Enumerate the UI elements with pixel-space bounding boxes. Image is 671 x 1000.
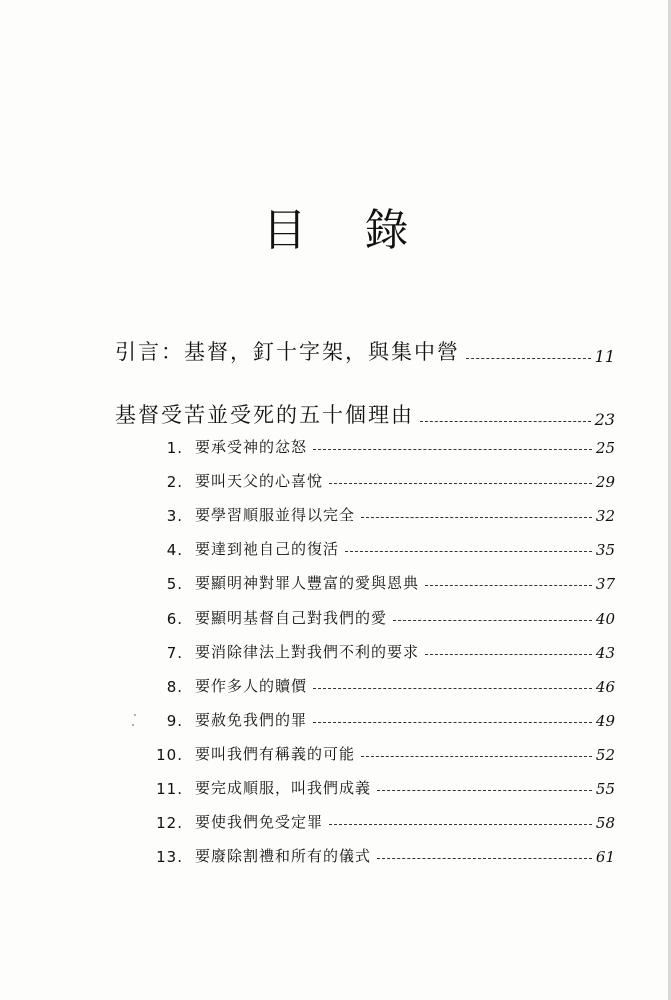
toc-item-number: 2. [166,473,183,492]
dot-leader [361,756,592,757]
dot-leader [377,858,592,859]
toc-item[interactable] [143,572,615,593]
toc-page-number: 11 [594,347,615,366]
toc-section-intro[interactable] [115,336,615,366]
toc-item-number: 10. [156,745,183,764]
toc-page-number: 55 [595,780,615,798]
dot-leader [313,722,592,723]
toc-item-number: 4. [166,541,183,560]
toc-page-number: 32 [595,507,615,526]
toc-item[interactable] [143,811,615,832]
toc-item[interactable] [143,504,615,525]
toc-item-label: 要顯明基督自己對我們的愛 [195,608,388,627]
toc-item-number: 8. [166,677,183,696]
dot-leader [313,449,592,450]
toc-item[interactable] [143,538,615,559]
toc-page-number: 35 [595,541,615,560]
toc-item-label: 要使我們免受定罪 [195,813,324,832]
toc-item-label: 要廢除割禮和所有的儀式 [195,847,372,866]
toc-item-number: 7. [166,643,183,662]
toc-item[interactable] [143,675,615,696]
toc-item-label: 要作多人的贖價 [195,676,308,695]
toc-item[interactable] [143,436,615,457]
toc-item-label: 要叫我們有稱義的可能 [195,744,356,763]
toc-item[interactable] [143,845,615,866]
toc-page-number: 25 [595,439,615,457]
toc-item-label: 要叫天父的心喜悅 [195,472,324,491]
dot-leader [361,517,592,518]
toc-page-number: 43 [595,643,615,662]
dot-leader [329,824,592,825]
toc-page-number: 46 [595,677,615,696]
toc-item[interactable] [143,641,615,662]
dot-leader [425,585,592,586]
toc-item-label: 要學習順服並得以完全 [195,506,356,525]
toc-item-number: 11. [156,780,183,798]
toc-page-number: 23 [594,410,615,429]
toc-item[interactable] [143,607,615,628]
toc-item[interactable] [143,470,615,491]
toc-item-number: 9. [166,711,183,730]
toc-page-number: 37 [595,575,615,594]
dot-leader [345,551,592,552]
toc-page-number: 52 [595,745,615,764]
dot-leader [393,620,592,621]
toc-page-number: 49 [595,711,615,730]
toc-page-number: 61 [595,848,615,867]
toc-item-number: 1. [166,439,183,457]
toc-item[interactable] [143,743,615,764]
toc-item-label: 要達到祂自己的復活 [195,540,340,559]
toc-item[interactable] [143,777,615,798]
dot-leader [466,358,591,359]
toc-page-number: 40 [595,609,615,628]
toc-page-number: 58 [595,814,615,833]
scan-speck [132,724,134,726]
dot-leader [377,790,592,791]
scan-speck [134,714,136,716]
toc-item-label: 要承受神的忿怒 [195,438,308,456]
toc-item-number: 5. [166,575,183,594]
toc-section-fifty-reasons[interactable] [115,399,615,429]
toc-item-label: 要完成順服，叫我們成義 [195,779,372,797]
dot-leader [313,688,592,689]
toc-item-label: 要赦免我們的罪 [195,710,308,729]
toc-title: 目 錄 [262,205,431,256]
toc-item-number: 12. [156,814,183,833]
toc-item-number: 6. [166,609,183,628]
toc-item-number: 3. [166,507,183,526]
toc-item[interactable] [143,709,615,730]
toc-item-number: 13. [156,848,183,867]
dot-leader [425,654,592,655]
dot-leader [329,483,592,484]
toc-section-label: 基督受苦並受死的五十個理由 [115,403,414,427]
toc-item-label: 要消除律法上對我們不利的要求 [195,642,420,661]
toc-section-label: 引言：基督，釘十字架，與集中營 [115,340,460,364]
dot-leader [420,421,591,422]
toc-page-number: 29 [595,473,615,492]
toc-item-label: 要顯明神對罪人豐富的愛與恩典 [195,574,420,593]
